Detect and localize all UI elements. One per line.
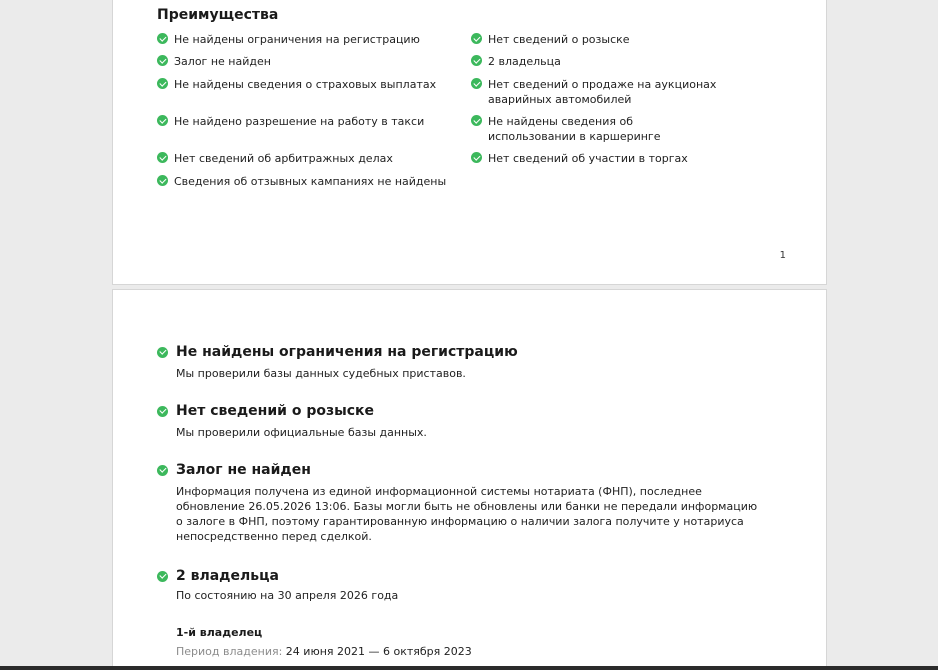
check-icon xyxy=(471,78,482,89)
check-icon xyxy=(471,115,482,126)
report-page-1 xyxy=(112,0,827,285)
check-icon xyxy=(471,55,482,66)
check-icon xyxy=(471,152,482,163)
advantage-text: 2 владельца xyxy=(488,55,561,68)
owner-period-value: 24 июня 2021 — 6 октября 2023 xyxy=(285,645,472,658)
advantage-text: Залог не найден xyxy=(174,55,271,68)
owner-period-label: Период владения: xyxy=(176,645,283,658)
advantage-text: Не найдено разрешение на работу в такси xyxy=(174,115,425,128)
advantage-item xyxy=(157,77,467,92)
check-icon xyxy=(157,406,168,417)
advantage-text: Нет сведений об арбитражных делах xyxy=(174,152,393,165)
advantage-item xyxy=(157,32,467,47)
check-icon xyxy=(157,175,168,186)
check-icon xyxy=(157,78,168,89)
check-icon xyxy=(157,571,168,582)
section-title: Нет сведений о розыске xyxy=(176,403,375,419)
section-title: Залог не найден xyxy=(176,462,311,478)
check-icon xyxy=(157,55,168,66)
advantage-item xyxy=(157,174,467,189)
section-body: Мы проверили официальные базы данных. xyxy=(176,426,427,439)
advantage-text: Не найдены сведения об использовании в каршеринге xyxy=(488,115,661,143)
advantage-item xyxy=(471,77,781,107)
section-owners xyxy=(157,568,757,603)
owner-label: 1-й владелец xyxy=(176,626,263,639)
advantage-item xyxy=(471,32,781,47)
advantage-text: Нет сведений о продаже на аукционах аварийных автомобилей xyxy=(488,78,717,106)
advantage-item xyxy=(157,114,467,129)
advantage-text: Не найдены сведения о страховых выплатах xyxy=(174,78,437,91)
advantage-text: Нет сведений об участии в торгах xyxy=(488,152,688,165)
advantage-item xyxy=(471,151,781,166)
check-icon xyxy=(157,33,168,44)
check-icon xyxy=(471,33,482,44)
advantage-item xyxy=(471,54,781,69)
advantage-item xyxy=(157,54,467,69)
section-registration xyxy=(157,344,757,381)
section-title: Не найдены ограничения на регистрацию xyxy=(176,344,518,360)
section-body: Мы проверили базы данных судебных приставов. xyxy=(176,367,466,380)
section-body: Информация получена из единой информационной системы нотариата (ФНП), последнее обновление 26.05.2026 13:06. Базы могли быть не обновлены или банки не передали информацию о залоге в ФНП, поэтому гарантированную информацию о наличии залога получите у нотариуса непосредственно перед сделкой. xyxy=(176,485,758,543)
advantage-text: Не найдены ограничения на регистрацию xyxy=(174,33,420,46)
section-body: По состоянию на 30 апреля 2026 года xyxy=(176,589,399,602)
section-wanted xyxy=(157,403,757,440)
advantage-item xyxy=(157,151,467,166)
advantage-text: Нет сведений о розыске xyxy=(488,33,630,46)
check-icon xyxy=(157,152,168,163)
advantage-text: Сведения об отзывных кампаниях не найдены xyxy=(174,175,447,188)
section-pledge xyxy=(157,462,757,544)
report-page-2 xyxy=(112,289,827,670)
check-icon xyxy=(157,115,168,126)
section-title: 2 владельца xyxy=(176,568,279,584)
owner-period xyxy=(176,645,472,658)
page-number: 1 xyxy=(779,250,786,261)
advantage-item xyxy=(471,114,781,144)
check-icon xyxy=(157,465,168,476)
bottom-bar xyxy=(0,666,938,670)
check-icon xyxy=(157,347,168,358)
advantages-title: Преимущества xyxy=(157,7,279,23)
